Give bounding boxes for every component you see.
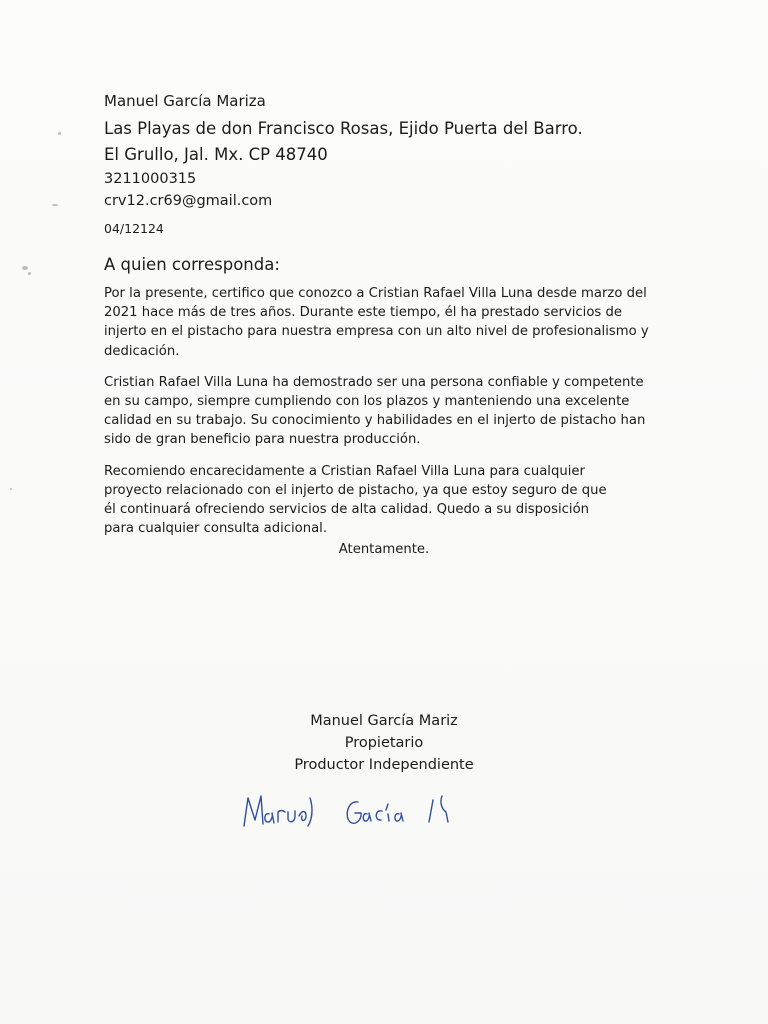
sender-header [104, 90, 664, 238]
sender-name: Manuel García Mariza [104, 92, 266, 110]
body-paragraph [104, 373, 664, 450]
scan-speck [58, 132, 61, 135]
body-line: Cristian Rafael Villa Luna ha demostrado ser una persona confiable y competente [104, 374, 644, 390]
body-line: para cualquier consulta adicional. [104, 521, 328, 537]
body-line: calidad en su trabajo. Su conocimiento y habilidades en el injerto de pistacho han [104, 413, 646, 429]
body-paragraph [104, 284, 664, 361]
signatory-role: Productor Independiente [294, 757, 474, 773]
sender-phone: 3211000315 [104, 171, 197, 187]
closing-block [0, 540, 768, 560]
letter-date: 04/12124 [104, 221, 164, 236]
sender-email: crv12.cr69@gmail.com [104, 193, 273, 209]
salutation: A quien corresponda: [104, 255, 280, 274]
body-line: proyecto relacionado con el injerto de pistacho, ya que estoy seguro de que [104, 482, 607, 498]
signatory-block [0, 710, 768, 776]
closing-text: Atentamente. [338, 542, 430, 557]
sender-address-line1: Las Playas de don Francisco Rosas, Ejido Puerta del Barro. [104, 119, 583, 138]
body-paragraph [104, 462, 664, 539]
letter-body [104, 284, 664, 550]
body-line: en su campo, siempre cumpliendo con los plazos y manteniendo una excelente [104, 394, 630, 410]
scan-speck [22, 266, 28, 270]
scan-speck [28, 272, 31, 275]
signatory-title: Propietario [344, 735, 424, 751]
body-line: injerto en el pistacho para nuestra empresa con un alto nivel de profesionalismo y [104, 324, 649, 340]
handwritten-signature [236, 786, 476, 836]
signatory-name: Manuel García Mariz [310, 713, 458, 729]
body-line: Por la presente, certifico que conozco a Cristian Rafael Villa Luna desde marzo del [104, 286, 647, 301]
body-line: Recomiendo encarecidamente a Cristian Rafael Villa Luna para cualquier [104, 463, 585, 479]
scan-speck [52, 204, 58, 206]
sender-address-line2: El Grullo, Jal. Mx. CP 48740 [104, 145, 328, 164]
scan-speck [10, 488, 12, 490]
body-line: él continuará ofreciendo servicios de alta calidad. Quedo a su disposición [104, 502, 589, 518]
body-line: dedicación. [104, 343, 180, 359]
body-line: 2021 hace más de tres años. Durante este tiempo, él ha prestado servicios de [104, 305, 622, 321]
body-line: sido de gran beneficio para nuestra producción. [104, 432, 421, 448]
